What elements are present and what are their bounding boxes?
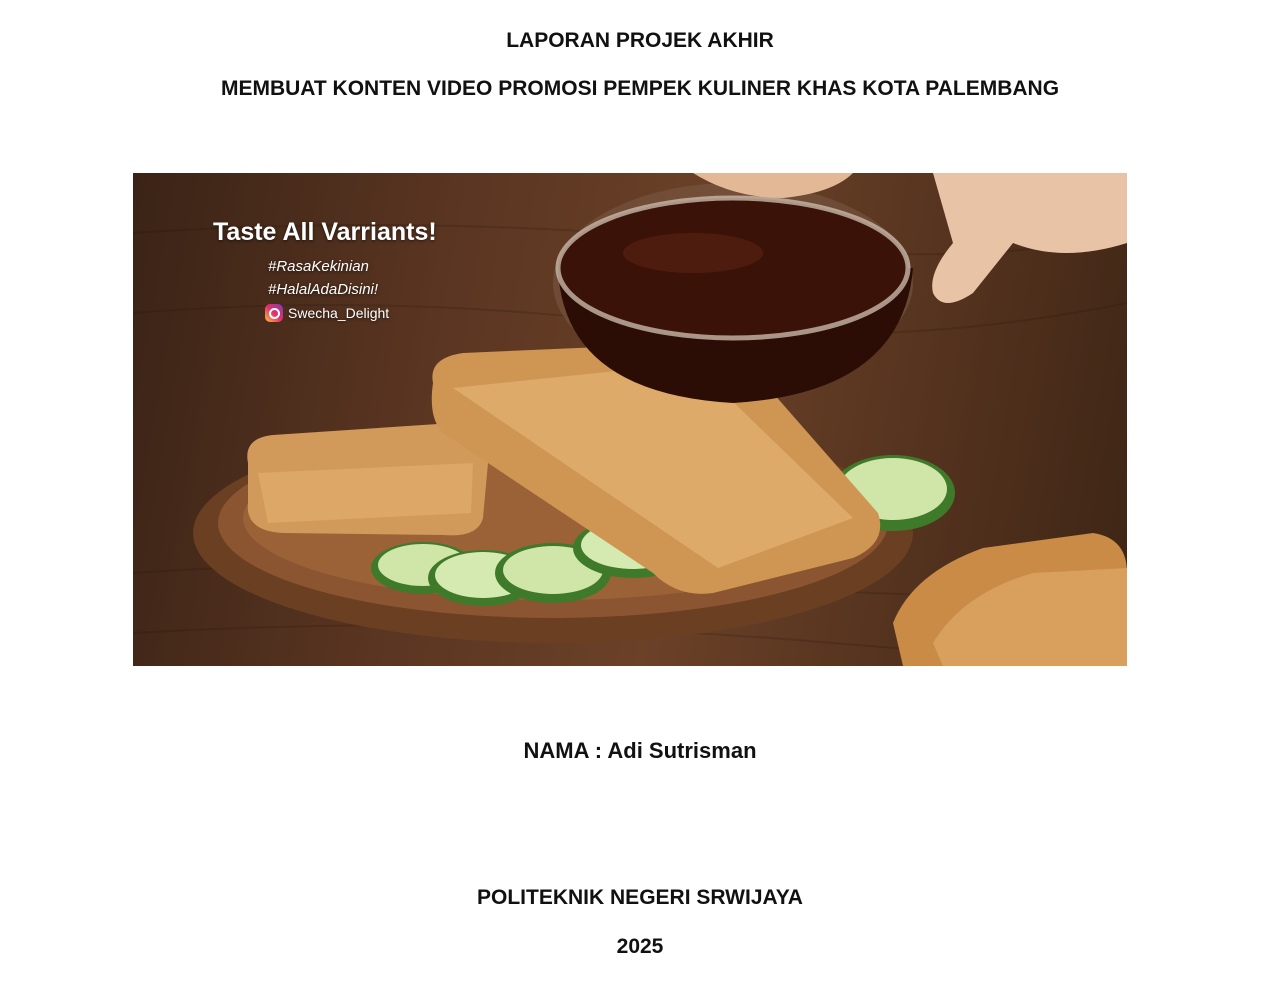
student-name: NAMA : Adi Sutrisman bbox=[523, 738, 757, 763]
report-subtitle: MEMBUAT KONTEN VIDEO PROMOSI PEMPEK KULINER KHAS KOTA PALEMBANG bbox=[220, 77, 1060, 100]
hashtag-rasa-kekinian: #RasaKekinian bbox=[268, 258, 369, 275]
instagram-credit bbox=[265, 304, 437, 322]
instagram-handle: Swecha_Delight bbox=[288, 305, 390, 321]
hashtag-halal: #HalalAdaDisini! bbox=[268, 281, 379, 298]
promo-overlay bbox=[213, 218, 437, 322]
promo-headline: Taste All Varriants! bbox=[213, 218, 437, 246]
instagram-icon bbox=[265, 304, 283, 322]
pempek-promo-photo bbox=[133, 173, 1127, 666]
report-year: 2025 bbox=[616, 935, 664, 958]
report-title: LAPORAN PROJEK AKHIR bbox=[506, 29, 774, 52]
institution-name: POLITEKNIK NEGERI SRWIJAYA bbox=[477, 886, 803, 909]
